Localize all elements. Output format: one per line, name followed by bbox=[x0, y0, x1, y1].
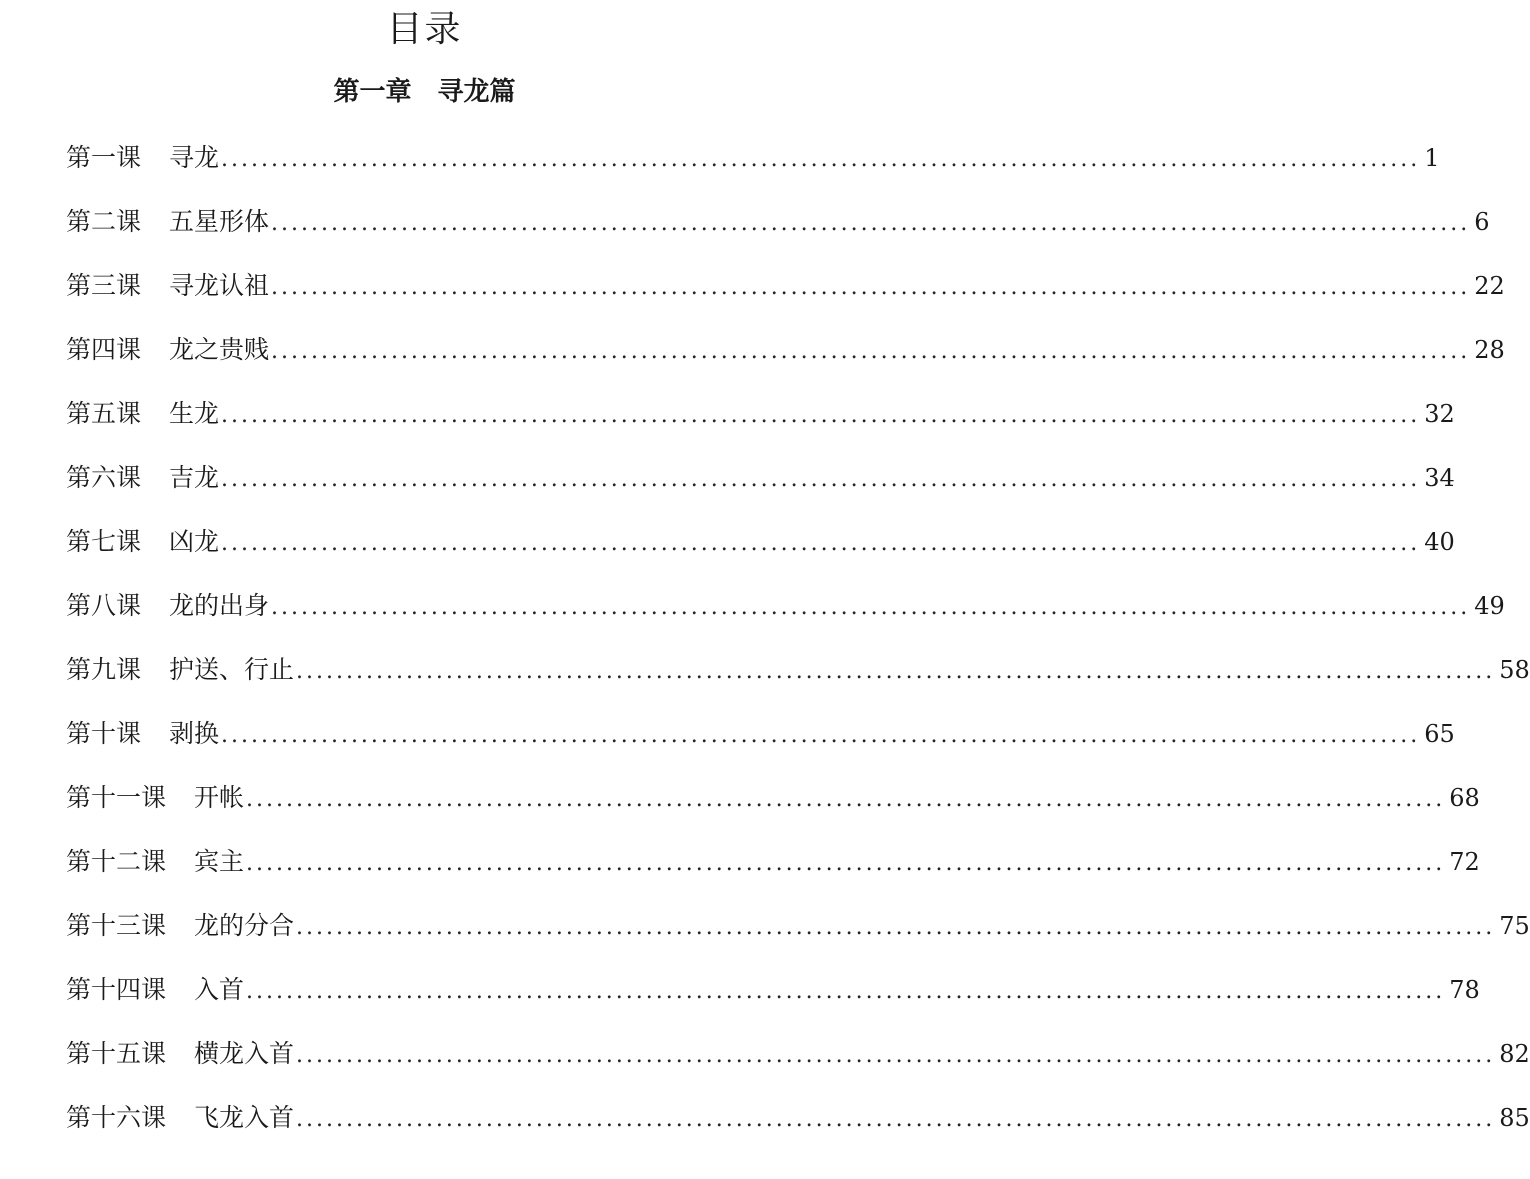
page-number: 34 bbox=[1424, 464, 1455, 492]
lesson-number: 第十三课 bbox=[66, 911, 167, 940]
lesson-number: 第十二课 bbox=[66, 847, 167, 876]
lesson-title: 横龙入首 bbox=[194, 1039, 295, 1068]
lesson-title: 开帐 bbox=[194, 783, 245, 812]
page-number: 6 bbox=[1474, 208, 1490, 236]
lesson-title: 龙之贵贱 bbox=[169, 335, 270, 364]
dot-leader: ........................................................................................................................ bbox=[221, 723, 1421, 748]
toc-entry[interactable] bbox=[66, 766, 1480, 830]
toc-entry[interactable] bbox=[66, 446, 1455, 510]
dot-leader: ........................................................................................................................ bbox=[221, 403, 1421, 428]
toc-entry[interactable] bbox=[66, 958, 1480, 1022]
page-number: 82 bbox=[1499, 1040, 1530, 1068]
toc-entry[interactable] bbox=[66, 318, 1505, 382]
chapter-name: 寻龙篇 bbox=[437, 77, 516, 107]
lesson-number: 第一课 bbox=[66, 143, 142, 172]
dot-leader: ........................................................................................................................ bbox=[271, 211, 1471, 236]
lesson-title: 龙的分合 bbox=[194, 911, 295, 940]
lesson-title: 护送、行止 bbox=[169, 655, 295, 684]
toc-entry[interactable] bbox=[66, 254, 1505, 318]
lesson-title: 入首 bbox=[194, 975, 245, 1004]
lesson-number: 第十课 bbox=[66, 719, 142, 748]
page-number: 49 bbox=[1474, 592, 1505, 620]
table-of-contents bbox=[66, 126, 1530, 1150]
toc-entry[interactable] bbox=[66, 126, 1440, 190]
toc-entry[interactable] bbox=[66, 1086, 1530, 1150]
lesson-number: 第十一课 bbox=[66, 783, 167, 812]
dot-leader: ........................................................................................................................ bbox=[296, 1043, 1496, 1068]
toc-entry[interactable] bbox=[66, 1022, 1530, 1086]
dot-leader: ........................................................................................................................ bbox=[271, 275, 1471, 300]
lesson-title: 生龙 bbox=[169, 399, 220, 428]
chapter-label: 第一章 bbox=[333, 77, 412, 107]
page-number: 1 bbox=[1424, 144, 1440, 172]
lesson-number: 第六课 bbox=[66, 463, 142, 492]
toc-entry[interactable] bbox=[66, 702, 1455, 766]
lesson-title: 吉龙 bbox=[169, 463, 220, 492]
toc-entry[interactable] bbox=[66, 574, 1505, 638]
page-number: 85 bbox=[1499, 1104, 1530, 1132]
dot-leader: ........................................................................................................................ bbox=[246, 851, 1446, 876]
page-number: 68 bbox=[1449, 784, 1480, 812]
dot-leader: ........................................................................................................................ bbox=[296, 1107, 1496, 1132]
page-number: 40 bbox=[1424, 528, 1455, 556]
page-number: 78 bbox=[1449, 976, 1480, 1004]
page-number: 28 bbox=[1474, 336, 1505, 364]
dot-leader: ........................................................................................................................ bbox=[271, 595, 1471, 620]
toc-entry[interactable] bbox=[66, 830, 1480, 894]
lesson-number: 第十四课 bbox=[66, 975, 167, 1004]
lesson-number: 第五课 bbox=[66, 399, 142, 428]
dot-leader: ........................................................................................................................ bbox=[221, 147, 1421, 172]
page-number: 32 bbox=[1424, 400, 1455, 428]
dot-leader: ........................................................................................................................ bbox=[296, 659, 1496, 684]
lesson-number: 第三课 bbox=[66, 271, 142, 300]
lesson-title: 寻龙 bbox=[169, 143, 220, 172]
lesson-number: 第四课 bbox=[66, 335, 142, 364]
dot-leader: ........................................................................................................................ bbox=[271, 339, 1471, 364]
toc-entry[interactable] bbox=[66, 382, 1455, 446]
dot-leader: ........................................................................................................................ bbox=[221, 531, 1421, 556]
toc-entry[interactable] bbox=[66, 638, 1530, 702]
dot-leader: ........................................................................................................................ bbox=[296, 915, 1496, 940]
toc-entry[interactable] bbox=[66, 894, 1530, 958]
lesson-number: 第十六课 bbox=[66, 1103, 167, 1132]
lesson-number: 第十五课 bbox=[66, 1039, 167, 1068]
dot-leader: ........................................................................................................................ bbox=[246, 787, 1446, 812]
lesson-number: 第八课 bbox=[66, 591, 142, 620]
toc-entry[interactable] bbox=[66, 190, 1490, 254]
lesson-number: 第七课 bbox=[66, 527, 142, 556]
lesson-title: 飞龙入首 bbox=[194, 1103, 295, 1132]
lesson-title: 剥换 bbox=[169, 719, 220, 748]
lesson-title: 宾主 bbox=[194, 847, 245, 876]
page-number: 22 bbox=[1474, 272, 1505, 300]
page-number: 72 bbox=[1449, 848, 1480, 876]
lesson-title: 龙的出身 bbox=[169, 591, 270, 620]
lesson-title: 五星形体 bbox=[169, 207, 270, 236]
chapter-heading bbox=[0, 72, 849, 112]
lesson-number: 第二课 bbox=[66, 207, 142, 236]
page-number: 65 bbox=[1424, 720, 1455, 748]
toc-entry[interactable] bbox=[66, 510, 1455, 574]
dot-leader: ........................................................................................................................ bbox=[221, 467, 1421, 492]
lesson-number: 第九课 bbox=[66, 655, 142, 684]
page-number: 58 bbox=[1499, 656, 1530, 684]
page-title: 目录 bbox=[386, 9, 463, 50]
lesson-title: 寻龙认祖 bbox=[169, 271, 270, 300]
page-number: 75 bbox=[1499, 912, 1530, 940]
dot-leader: ........................................................................................................................ bbox=[246, 979, 1446, 1004]
lesson-title: 凶龙 bbox=[169, 527, 220, 556]
